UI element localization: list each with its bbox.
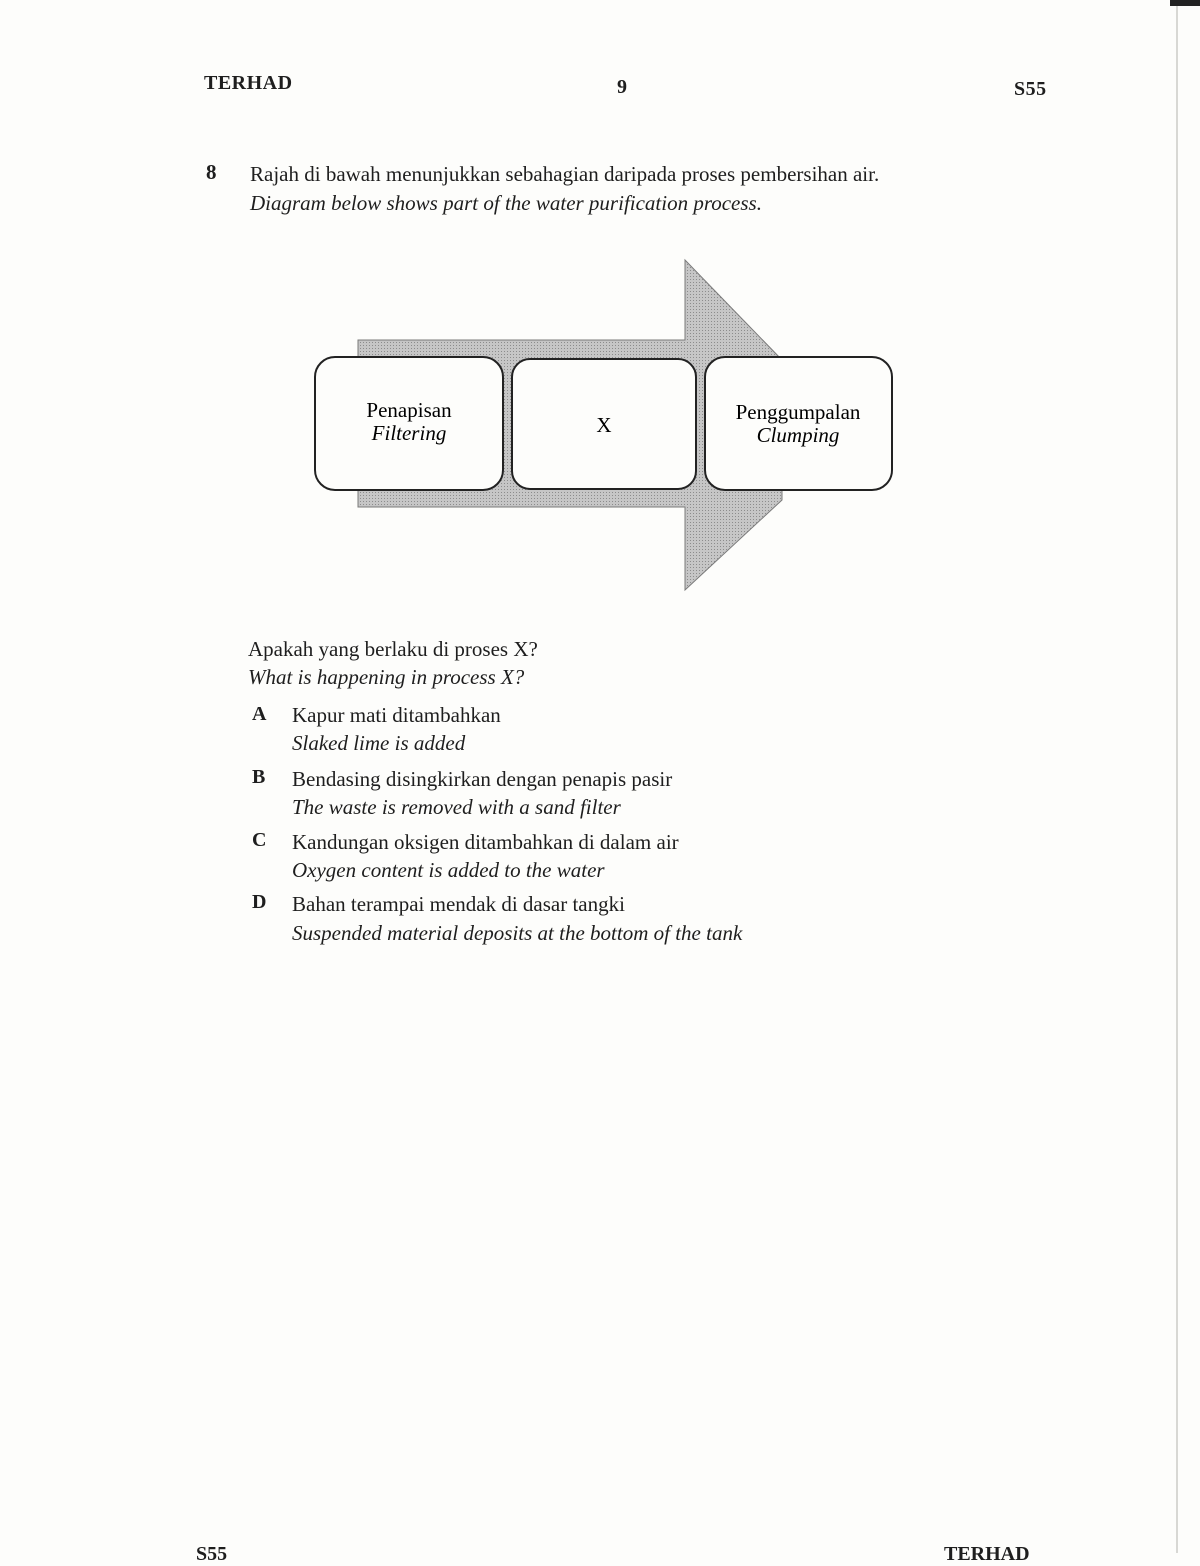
- prompt-ms: Apakah yang berlaku di proses X?: [248, 637, 538, 661]
- water-purification-diagram: [300, 255, 910, 600]
- question-stem-ms: Rajah di bawah menunjukkan sebahagian daripada proses pembersihan air.: [250, 162, 880, 186]
- option-text-en: Suspended material deposits at the bottom of the tank: [292, 921, 743, 945]
- page-number: 9: [617, 76, 628, 98]
- option-text-en: Slaked lime is added: [292, 731, 466, 755]
- box3-label-en: Clumping: [756, 423, 840, 447]
- header-classification: TERHAD: [204, 72, 293, 94]
- footer-code: S55: [196, 1543, 228, 1565]
- option-text-ms: Kandungan oksigen ditambahkan di dalam air: [292, 830, 679, 854]
- scan-edge-line: [1176, 0, 1178, 1553]
- option-letter: A: [252, 703, 267, 725]
- footer-classification: TERHAD: [944, 1543, 1030, 1565]
- process-box-x: [512, 359, 696, 489]
- box1-label-ms: Penapisan: [366, 398, 452, 422]
- option-text-ms: Kapur mati ditambahkan: [292, 703, 501, 727]
- option-letter: C: [252, 829, 267, 851]
- process-box-filtering: [315, 357, 503, 490]
- scan-corner-mark: [1170, 0, 1200, 6]
- prompt-en: What is happening in process X?: [248, 665, 525, 689]
- box3-label-ms: Penggumpalan: [735, 400, 861, 424]
- option-text-en: The waste is removed with a sand filter: [292, 795, 621, 819]
- question-stem-en: Diagram below shows part of the water purification process.: [250, 191, 762, 215]
- option-letter: B: [252, 766, 266, 788]
- option-text-ms: Bahan terampai mendak di dasar tangki: [292, 892, 625, 916]
- option-text-ms: Bendasing disingkirkan dengan penapis pasir: [292, 767, 673, 791]
- option-letter: D: [252, 891, 267, 913]
- question-number: 8: [206, 160, 217, 184]
- box1-label-en: Filtering: [371, 421, 447, 445]
- option-text-en: Oxygen content is added to the water: [292, 858, 605, 882]
- header-code: S55: [1014, 78, 1047, 100]
- box2-label: X: [596, 413, 612, 437]
- process-box-clumping: [705, 357, 892, 490]
